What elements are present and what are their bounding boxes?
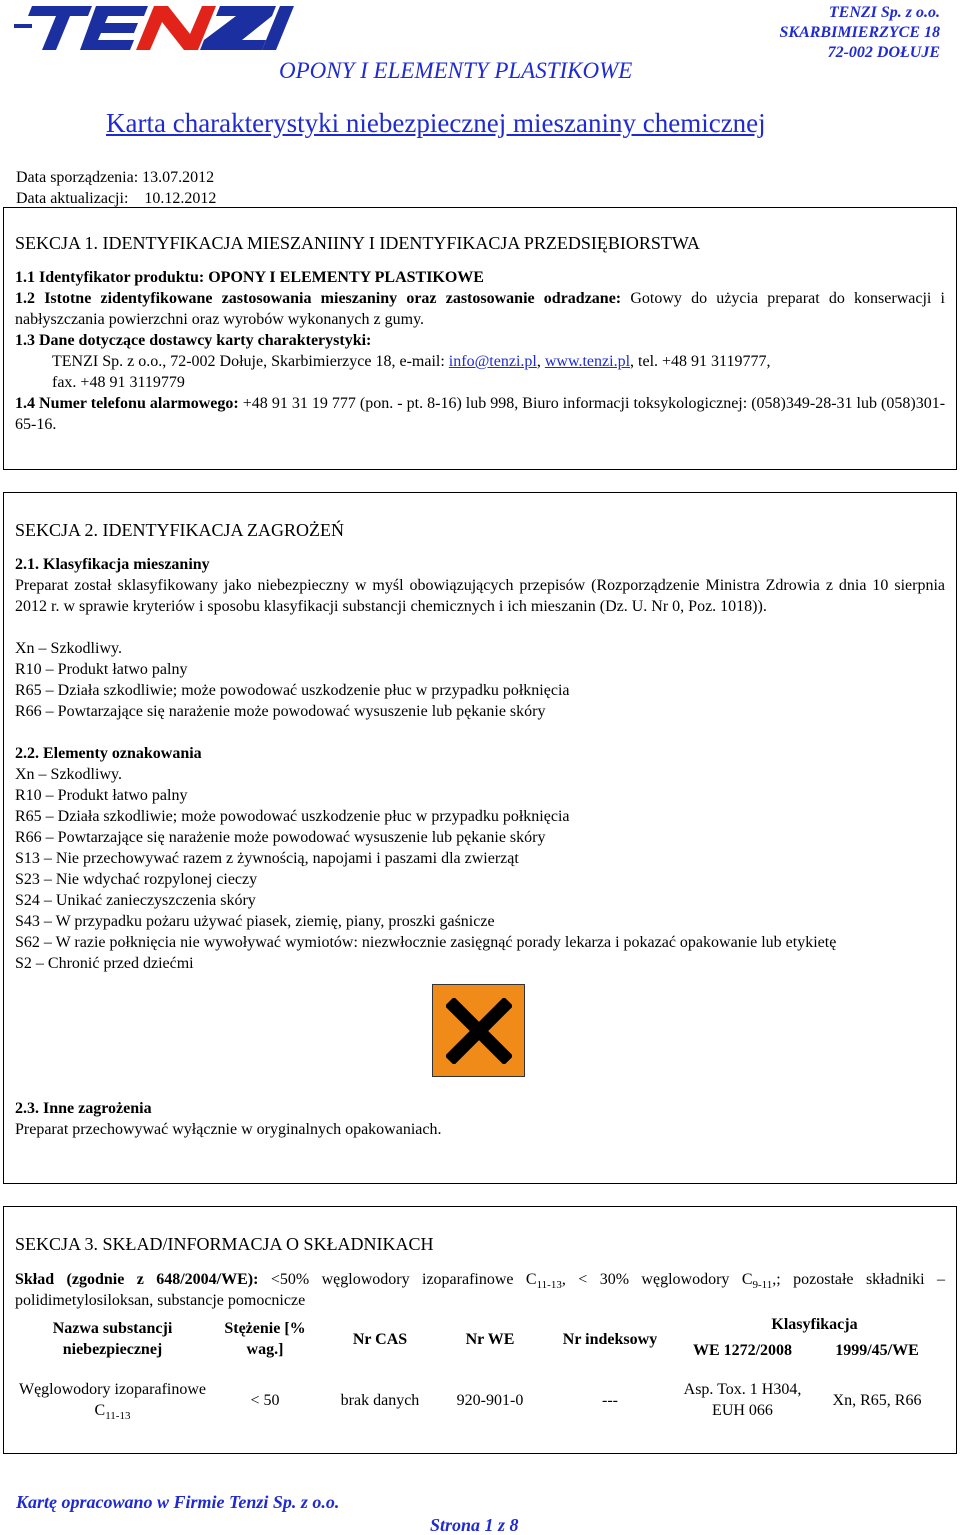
s23-title: 2.3. Inne zagrożenia (15, 1100, 152, 1117)
composition-part-b: , < 30% węglowodory C (561, 1271, 753, 1288)
s21-classification-list (15, 638, 945, 722)
harmful-x-icon (446, 998, 512, 1064)
cell-substance-name (15, 1365, 210, 1435)
s21-text: Preparat został sklasyfikowany jako niebezpieczny w myśl obowiązujących przepisów (Rozporządzenie Ministra Zdrowia z dnia 10 sierpnia 2012 r. w sprawie kryteriów i sposobu klasyfikacji substancji chemicznych i ich mieszanin (Dz. U. Nr 0, Poz. 1018)). (15, 577, 945, 615)
section-2 (3, 492, 957, 1184)
hazard-pictogram (432, 984, 525, 1077)
substance-name-sub: 11-13 (105, 1410, 131, 1423)
footer-page-number: Strona 1 z 8 (430, 1515, 519, 1535)
cell-class-we1272: Asp. Tox. 1 H304, EUH 066 (683, 1381, 802, 1419)
s22-label-elements-list (15, 764, 945, 974)
s13-phone: , tel. +48 91 3119777, (630, 353, 771, 370)
composition-part-c: ,; pozostałe składniki – polidimetylosiloksan, substancje pomocnicze (15, 1271, 946, 1309)
company-city: 72-002 DOŁUJE (827, 44, 940, 61)
composition-sub-a: 11-13 (536, 1279, 562, 1292)
header-cas: Nr CAS (352, 1330, 408, 1348)
section-1 (3, 207, 957, 470)
company-street: SKARBIMIERZYCE 18 (779, 24, 940, 41)
s13-separator: , (536, 353, 541, 370)
s13-address: TENZI Sp. z o.o., 72-002 Dołuje, Skarbimierzyce 18, e-mail: (52, 353, 445, 370)
list-item: S23 – Nie wdychać rozpylonej cieczy (15, 871, 258, 888)
substance-name-text: Węglowodory izoparafinowe C (18, 1381, 207, 1419)
created-label: Data sporządzenia: (16, 169, 139, 186)
s11-value: OPONY I ELEMENTY PLASTIKOWE (208, 269, 484, 286)
document-title: Karta charakterystyki niebezpiecznej mieszaniny chemicznej (106, 108, 766, 138)
company-address (780, 3, 941, 63)
header-class-1999: 1999/45/WE (835, 1341, 919, 1359)
header-we: Nr WE (465, 1330, 515, 1348)
header-concentration: Stężenie [% wag.] (224, 1320, 306, 1358)
company-name: TENZI Sp. z o.o. (828, 4, 940, 21)
list-item: R65 – Działa szkodliwie; może powodować uszkodzenie płuc w przypadku połknięcia (15, 682, 570, 699)
cell-class-1999: Xn, R65, R66 (832, 1391, 922, 1409)
composition-label: Skład (zgodnie z 648/2004/WE): (15, 1271, 259, 1288)
list-item: Xn – Szkodliwy. (15, 766, 122, 783)
footer-prepared-by: Kartę opracowano w Firmie Tenzi Sp. z o.o. (16, 1492, 340, 1512)
list-item: R66 – Powtarzające się narażenie może powodować wysuszenie lub pękanie skóry (15, 829, 546, 846)
list-item: S62 – W razie połknięcia nie wywoływać wymiotów: niezwłocznie zasięgnąć porady lekarza i pokazać opakowanie lub etykietę (15, 934, 837, 951)
website-link[interactable]: www.tenzi.pl (544, 353, 631, 370)
tenzi-logo (14, 2, 306, 54)
header-index: Nr indeksowy (562, 1330, 658, 1348)
header-substance-name: Nazwa substancji niebezpiecznej (52, 1320, 173, 1358)
list-item: S43 – W przypadku pożaru używać piasek, ziemię, piany, proszki gaśnicze (15, 913, 495, 930)
composition-part-a: <50% węglowodory izoparafinowe C (270, 1271, 537, 1288)
s22-title: 2.2. Elementy oznakowania (15, 745, 202, 762)
composition-text (15, 1269, 945, 1311)
s12-label: 1.2 Istotne zidentyfikowane zastosowania mieszaniny oraz zastosowanie odradzane: (15, 290, 622, 307)
table-header-row (15, 1313, 949, 1335)
s12-value: Gotowy do użycia preparat do konserwacji i nabłyszczania powierzchni oraz wyrobów wykonanych z gumy. (15, 290, 945, 328)
cell-concentration: < 50 (250, 1391, 280, 1409)
s13-label: 1.3 Dane dotyczące dostawcy karty charakterystyki: (15, 332, 372, 349)
cell-we: 920-901-0 (456, 1391, 524, 1409)
section-1-title: SEKCJA 1. IDENTYFIKACJA MIESZANIINY I IDENTYFIKACJA PRZEDSIĘBIORSTWA (15, 233, 700, 253)
s13-fax: fax. +48 91 3119779 (52, 374, 185, 391)
header-classification: Klasyfikacja (771, 1315, 858, 1333)
composition-table (15, 1313, 949, 1435)
list-item: R66 – Powtarzające się narażenie może powodować wysuszenie lub pękanie skóry (15, 703, 546, 720)
s14-label: 1.4 Numer telefonu alarmowego: (15, 395, 239, 412)
header-class-we1272: WE 1272/2008 (692, 1341, 793, 1359)
s23-text: Preparat przechowywać wyłącznie w oryginalnych opakowaniach. (15, 1121, 442, 1138)
list-item: Xn – Szkodliwy. (15, 640, 122, 657)
list-item: R65 – Działa szkodliwie; może powodować uszkodzenie płuc w przypadku połknięcia (15, 808, 570, 825)
list-item: S2 – Chronić przed dziećmi (15, 955, 194, 972)
updated-date: 10.12.2012 (144, 190, 217, 207)
section-3-title: SEKCJA 3. SKŁAD/INFORMACJA O SKŁADNIKACH (15, 1234, 434, 1254)
list-item: R10 – Produkt łatwo palny (15, 787, 188, 804)
s14-value: +48 91 31 19 777 (pon. - pt. 8-16) lub 998, Biuro informacji toksykologicznej: (058)349-28-31 lub (058)301-65-16. (15, 395, 946, 433)
created-date: 13.07.2012 (142, 169, 215, 186)
section-2-title: SEKCJA 2. IDENTYFIKACJA ZAGROŻEŃ (15, 520, 345, 540)
list-item: S24 – Unikać zanieczyszczenia skóry (15, 892, 256, 909)
s21-title: 2.1. Klasyfikacja mieszaniny (15, 556, 210, 573)
s11-label: 1.1 Identyfikator produktu: (15, 269, 205, 286)
updated-label: Data aktualizacji: (16, 190, 129, 207)
list-item: S13 – Nie przechowywać razem z żywnością, napojami i paszami dla zwierząt (15, 850, 519, 867)
list-item: R10 – Produkt łatwo palny (15, 661, 188, 678)
table-row (15, 1365, 949, 1435)
composition-sub-b: 9-11 (752, 1279, 773, 1292)
email-link[interactable]: info@tenzi.pl (448, 353, 537, 370)
product-line-title: OPONY I ELEMENTY PLASTIKOWE (279, 58, 633, 83)
document-dates (16, 167, 216, 209)
cell-index: --- (602, 1391, 618, 1409)
cell-cas: brak danych (340, 1391, 420, 1409)
section-3 (3, 1206, 957, 1454)
